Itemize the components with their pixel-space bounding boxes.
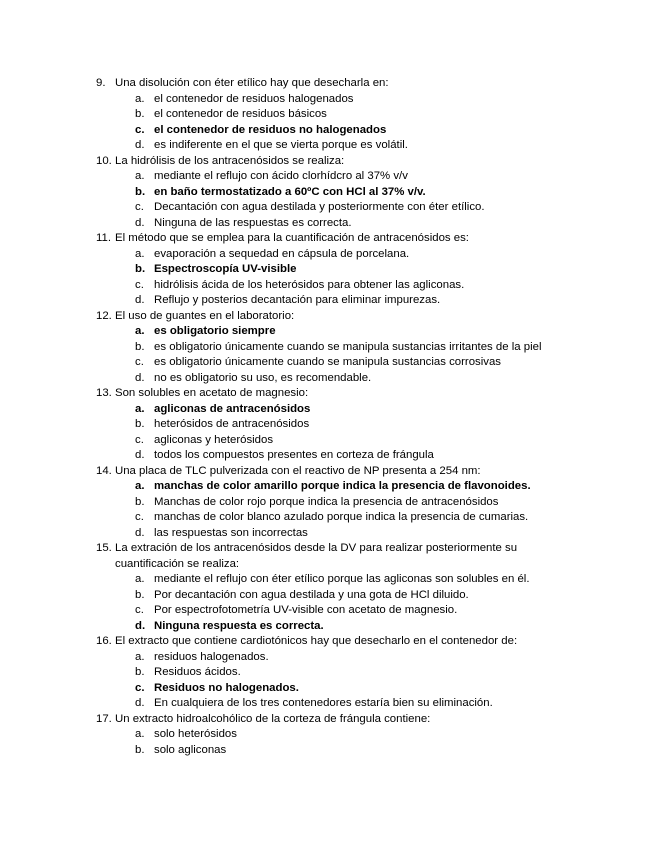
option-letter: b.: [135, 588, 145, 601]
option-letter: c.: [135, 356, 144, 368]
question-text: Son solubles en acetato de magnesio:: [115, 387, 309, 399]
answer-option: [0, 665, 655, 681]
option-letter: c.: [135, 278, 144, 291]
option-letter: d.: [135, 619, 146, 632]
answer-option: [0, 371, 655, 387]
answer-option-correct: [0, 619, 655, 635]
question-text: Un extracto hidroalcohólico de la corteza de frángula contiene:: [115, 712, 431, 725]
option-text: es indiferente en el que se vierta porque es volátil.: [154, 139, 408, 151]
question-stem: [0, 76, 655, 92]
option-letter: d.: [135, 294, 145, 306]
question-text: El uso de guantes en el laboratorio:: [115, 309, 295, 322]
answer-option: [0, 340, 655, 356]
question-stem: [0, 309, 655, 325]
question-text: La hidrólisis de los antracenósidos se realiza:: [115, 154, 345, 167]
answer-option: [0, 696, 655, 712]
answer-option: [0, 247, 655, 263]
question-block: [0, 634, 655, 712]
answer-option-correct: [0, 402, 655, 418]
answer-option: [0, 355, 655, 371]
option-text: evaporación a sequedad en cápsula de porcelana.: [154, 247, 410, 260]
answer-option: [0, 293, 655, 309]
question-text: cuantificación se realiza:: [115, 557, 240, 570]
option-text: Manchas de color rojo porque indica la presencia de antracenósidos: [154, 495, 499, 508]
answer-option: [0, 743, 655, 759]
question-stem: [0, 541, 655, 557]
option-letter: d.: [135, 139, 145, 151]
question-stem: [0, 634, 655, 650]
question-block: [0, 386, 655, 464]
option-text: el contenedor de residuos no halogenados: [154, 123, 387, 136]
option-letter: d.: [135, 371, 145, 384]
option-letter: d.: [135, 216, 145, 229]
option-text: Espectroscopía UV-visible: [154, 263, 297, 275]
question-stem: [0, 464, 655, 480]
answer-option: [0, 603, 655, 619]
option-text: agliconas y heterósidos: [154, 433, 274, 446]
option-letter: a.: [135, 247, 145, 260]
question-text: El método que se emplea para la cuantificación de antracenósidos es:: [115, 232, 469, 244]
answer-option-correct: [0, 262, 655, 278]
answer-option: [0, 588, 655, 604]
option-text: Residuos ácidos.: [154, 666, 241, 678]
option-text: solo heterósidos: [154, 728, 237, 740]
answer-option: [0, 417, 655, 433]
option-letter: d.: [135, 449, 145, 461]
question-text: El extracto que contiene cardiotónicos hay que desecharlo en el contenedor de:: [115, 635, 518, 647]
option-text: las respuestas son incorrectas: [154, 526, 308, 539]
option-letter: b.: [135, 418, 145, 430]
answer-option: [0, 510, 655, 526]
question-block: [0, 464, 655, 542]
option-text: manchas de color amarillo porque indica la presencia de flavonoides.: [154, 480, 531, 492]
answer-option-correct: [0, 681, 655, 697]
option-letter: d.: [135, 526, 145, 539]
option-text: mediante el reflujo con éter etílico porque las agliconas son solubles en él.: [154, 573, 530, 585]
option-letter: a.: [135, 650, 145, 663]
question-text: La extración de los antracenósidos desde la DV para realizar posteriormente su: [115, 542, 518, 554]
question-number: 9.: [96, 77, 106, 89]
question-block: [0, 154, 655, 232]
option-letter: c.: [135, 201, 144, 213]
option-letter: a.: [135, 728, 145, 740]
question-number: 10.: [96, 154, 112, 167]
question-number: 11.: [96, 232, 111, 244]
option-text: Reflujo y posterios decantación para eliminar impurezas.: [154, 294, 441, 306]
answer-option-correct: [0, 324, 655, 340]
option-text: Por decantación con agua destilada y una gota de HCl diluido.: [154, 588, 469, 601]
answer-option: [0, 650, 655, 666]
answer-option: [0, 200, 655, 216]
question-block: [0, 541, 655, 634]
option-letter: b.: [135, 263, 146, 275]
question-block: [0, 231, 655, 309]
option-text: Por espectrofotometría UV-visible con acetato de magnesio.: [154, 604, 458, 616]
question-stem: [0, 386, 655, 402]
question-text: Una disolución con éter etílico hay que desecharla en:: [115, 77, 389, 89]
option-text: es obligatorio siempre: [154, 325, 276, 337]
option-letter: a.: [135, 573, 145, 585]
option-text: el contenedor de residuos halogenados: [154, 92, 354, 105]
option-text: Ninguna de las respuestas es correcta.: [154, 216, 352, 229]
answer-option: [0, 169, 655, 185]
question-number: 17.: [96, 712, 112, 725]
option-letter: b.: [135, 108, 145, 120]
answer-option: [0, 138, 655, 154]
option-text: es obligatorio únicamente cuando se manipula sustancias irritantes de la piel: [154, 340, 542, 353]
answer-option: [0, 526, 655, 542]
answer-option: [0, 572, 655, 588]
option-text: Residuos no halogenados.: [154, 681, 299, 694]
option-letter: a.: [135, 402, 145, 415]
answer-option-correct: [0, 185, 655, 201]
option-letter: b.: [135, 340, 145, 353]
option-letter: c.: [135, 511, 144, 523]
question-number: 12.: [96, 309, 112, 322]
option-text: agliconas de antracenósidos: [154, 402, 311, 415]
answer-option: [0, 448, 655, 464]
answer-option: [0, 107, 655, 123]
option-letter: b.: [135, 666, 145, 678]
option-letter: a.: [135, 480, 145, 492]
question-stem: [0, 712, 655, 728]
option-letter: b.: [135, 495, 145, 508]
option-text: hidrólisis ácida de los heterósidos para obtener las agliconas.: [154, 278, 465, 291]
option-letter: b.: [135, 743, 145, 756]
question-number: 16.: [96, 635, 112, 647]
question-stem: [0, 231, 655, 247]
option-text: no es obligatorio su uso, es recomendable.: [154, 371, 372, 384]
question-block: [0, 76, 655, 154]
option-letter: d.: [135, 697, 145, 709]
option-text: el contenedor de residuos básicos: [154, 108, 327, 120]
option-text: residuos halogenados.: [154, 650, 269, 663]
question-stem: [0, 154, 655, 170]
option-text: solo agliconas: [154, 743, 227, 756]
option-letter: c.: [135, 681, 145, 694]
option-text: todos los compuestos presentes en corteza de frángula: [154, 449, 434, 461]
answer-option: [0, 495, 655, 511]
option-letter: a.: [135, 92, 145, 105]
question-block: [0, 309, 655, 387]
option-text: Decantación con agua destilada y posteriormente con éter etílico.: [154, 201, 485, 213]
option-letter: c.: [135, 433, 144, 446]
option-text: Ninguna respuesta es correcta.: [154, 619, 324, 632]
question-text: Una placa de TLC pulverizada con el reactivo de NP presenta a 254 nm:: [115, 464, 481, 477]
option-text: es obligatorio únicamente cuando se manipula sustancias corrosivas: [154, 356, 501, 368]
question-stem-continuation: [0, 557, 655, 573]
answer-option: [0, 278, 655, 294]
question-list: [0, 76, 655, 758]
answer-option: [0, 727, 655, 743]
option-text: manchas de color blanco azulado porque indica la presencia de cumarias.: [154, 511, 529, 523]
option-text: En cualquiera de los tres contenedores estaría bien su eliminación.: [154, 697, 493, 709]
answer-option: [0, 92, 655, 108]
answer-option: [0, 433, 655, 449]
option-letter: a.: [135, 325, 145, 337]
option-text: heterósidos de antracenósidos: [154, 418, 310, 430]
question-number: 14.: [96, 464, 112, 477]
answer-option-correct: [0, 479, 655, 495]
question-block: [0, 712, 655, 759]
answer-option: [0, 216, 655, 232]
answer-option-correct: [0, 123, 655, 139]
option-letter: b.: [135, 185, 146, 198]
option-letter: c.: [135, 604, 144, 616]
option-letter: a.: [135, 170, 145, 182]
question-number: 15.: [96, 542, 112, 554]
option-letter: c.: [135, 123, 145, 136]
option-text: mediante el reflujo con ácido clorhídcro al 37% v/v: [154, 170, 408, 182]
question-number: 13.: [96, 387, 112, 399]
option-text: en baño termostatizado a 60ºC con HCl al 37% v/v.: [154, 185, 426, 198]
